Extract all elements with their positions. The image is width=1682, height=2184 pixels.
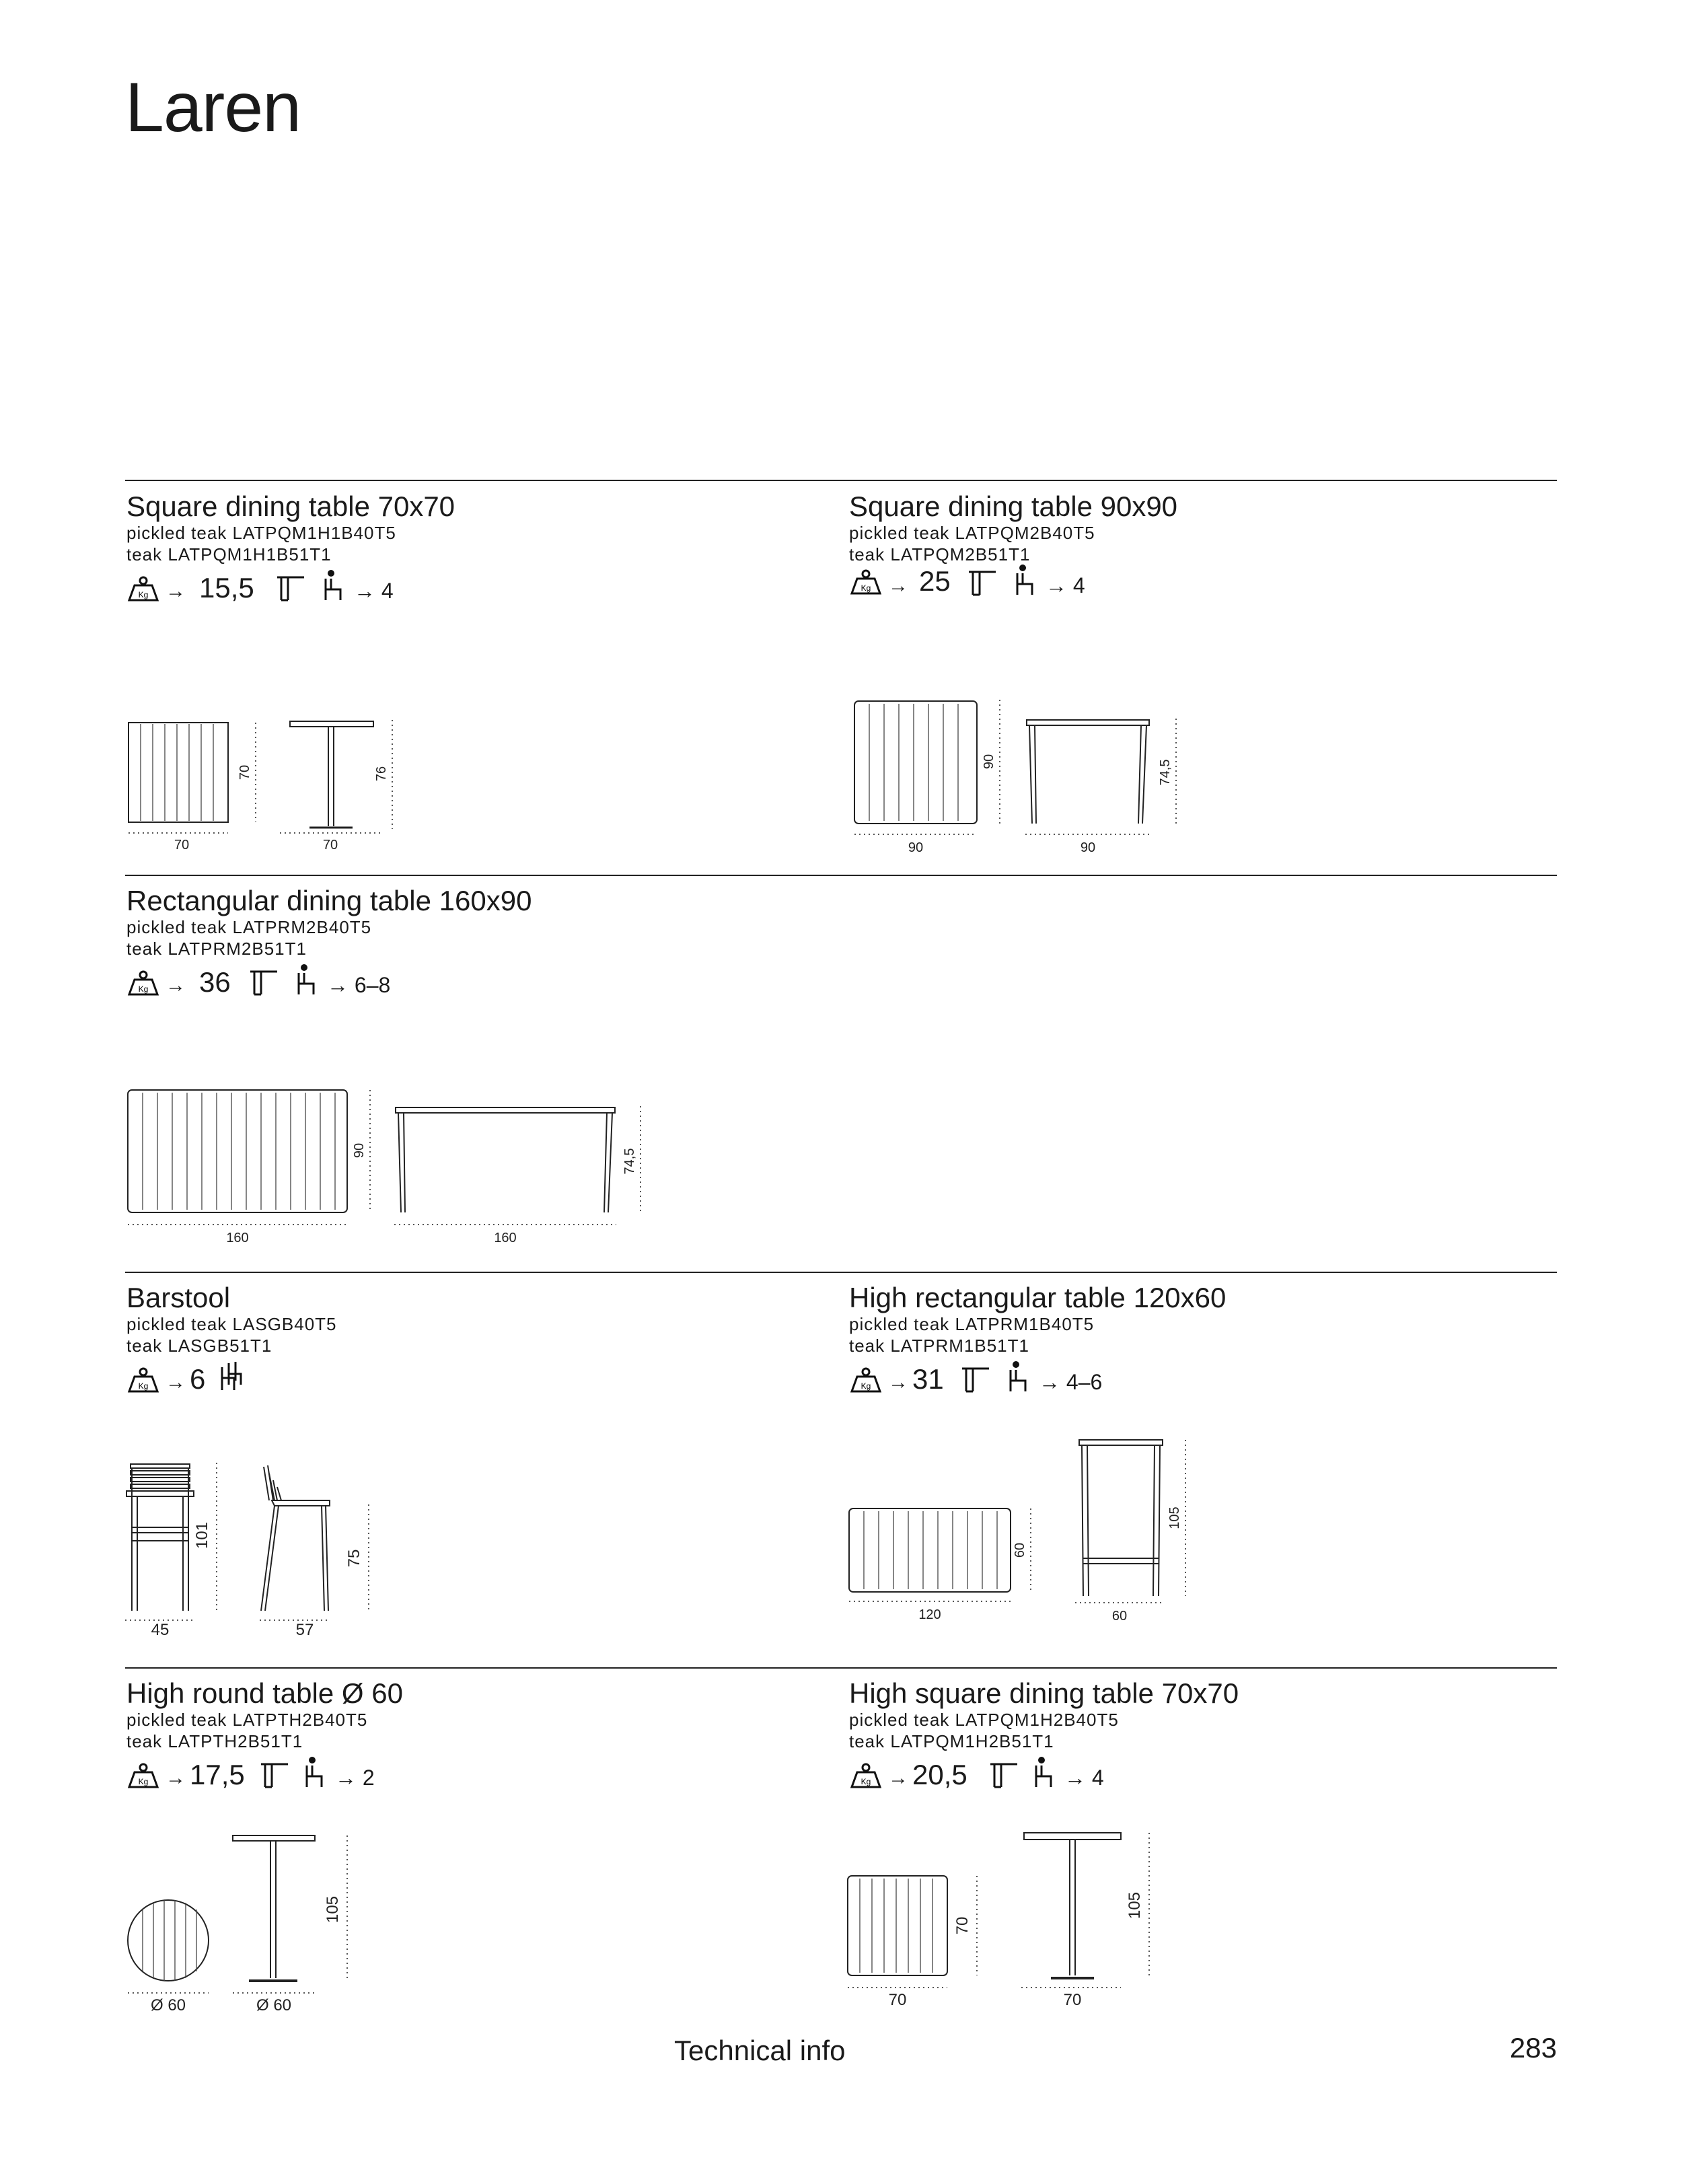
product-title: Rectangular dining table 160x90	[126, 885, 532, 916]
weight-value: 15,5	[199, 572, 254, 604]
product-code: pickled teak LASGB40T5	[126, 1314, 337, 1334]
kg-weight-icon	[849, 569, 883, 596]
page-number: 283	[1509, 2032, 1557, 2064]
table-icon	[989, 1761, 1019, 1788]
spec-row	[849, 565, 1522, 610]
weight-value: 36	[199, 966, 231, 998]
product-title: Square dining table 90x90	[849, 490, 1178, 522]
technical-drawing	[125, 713, 408, 861]
product-title: High square dining table 70x70	[849, 1677, 1239, 1709]
seats-value: → 4	[354, 579, 394, 603]
table-icon	[967, 569, 997, 596]
svg-text:Kg: Kg	[138, 590, 149, 599]
weight-value: 17,5	[190, 1759, 245, 1790]
svg-text:57: 57	[295, 1621, 314, 1639]
table-icon	[249, 969, 279, 996]
svg-text:60: 60	[1111, 1609, 1128, 1624]
product-code: teak LATPQM1H2B51T1	[849, 1731, 1054, 1751]
svg-text:105: 105	[324, 1895, 342, 1924]
svg-text:Kg: Kg	[138, 1777, 149, 1786]
seats-value: → 4	[1046, 573, 1085, 597]
chair-person-icon	[1032, 1756, 1056, 1790]
spec-row	[126, 963, 799, 1004]
chair-person-icon	[322, 569, 346, 603]
product-card	[849, 1282, 1522, 1401]
svg-text:70: 70	[888, 1991, 907, 2009]
technical-drawing	[845, 1825, 1155, 2013]
arrow-icon: →	[166, 1767, 186, 1789]
section-divider	[125, 480, 1557, 481]
spec-row	[126, 1756, 799, 1796]
kg-weight-icon	[849, 1763, 883, 1790]
chair-person-icon	[1007, 1360, 1031, 1394]
technical-drawing	[125, 1083, 663, 1258]
product-card	[126, 491, 799, 610]
kg-weight-icon	[849, 1367, 883, 1394]
arrow-icon: →	[888, 575, 908, 597]
product-title: High rectangular table 120x60	[849, 1282, 1227, 1313]
weight-value: 31	[912, 1363, 944, 1395]
arrow-icon: →	[166, 974, 186, 996]
svg-text:Kg: Kg	[861, 583, 871, 593]
product-title: High round table Ø 60	[126, 1677, 403, 1709]
weight-value: 25	[919, 565, 951, 597]
table-icon	[260, 1761, 289, 1788]
svg-text:90: 90	[1080, 840, 1096, 855]
kg-weight-icon	[126, 1763, 160, 1790]
arrow-icon: →	[888, 1767, 908, 1789]
chair-person-icon	[303, 1756, 327, 1790]
product-card	[126, 1282, 799, 1401]
section-divider	[125, 1667, 1557, 1669]
svg-text:Kg: Kg	[138, 1381, 149, 1391]
spec-row	[849, 1360, 1522, 1401]
svg-text:90: 90	[908, 840, 924, 855]
svg-text:Kg: Kg	[861, 1381, 871, 1391]
svg-text:Kg: Kg	[861, 1777, 871, 1786]
product-card	[126, 1678, 799, 1796]
product-code: pickled teak LATPRM2B40T5	[126, 917, 372, 937]
page-title: Laren	[125, 69, 301, 147]
svg-text:74,5: 74,5	[1158, 759, 1173, 786]
product-code: pickled teak LATPQM2B40T5	[849, 523, 1095, 543]
kg-weight-icon	[126, 970, 160, 997]
product-code: pickled teak LATPTH2B40T5	[126, 1710, 368, 1730]
product-card	[849, 491, 1522, 610]
seats-value: → 2	[335, 1766, 375, 1790]
svg-text:105: 105	[1126, 1891, 1144, 1920]
product-title: Barstool	[126, 1282, 231, 1313]
product-code: teak LATPRM1B51T1	[849, 1336, 1029, 1356]
spec-row	[126, 569, 799, 610]
svg-text:120: 120	[918, 1607, 941, 1622]
section-divider	[125, 875, 1557, 876]
chair-person-icon	[295, 963, 319, 997]
product-code: pickled teak LATPRM1B40T5	[849, 1314, 1095, 1334]
technical-drawing	[846, 1440, 1223, 1642]
svg-text:45: 45	[151, 1621, 170, 1639]
product-code: pickled teak LATPQM1H1B40T5	[126, 523, 396, 543]
product-card	[126, 885, 799, 1004]
svg-text:70: 70	[174, 838, 190, 852]
weight-value: 6	[190, 1363, 206, 1395]
kg-weight-icon	[126, 1367, 160, 1394]
technical-drawing	[125, 1830, 367, 2018]
product-code: teak LATPQM2B51T1	[849, 544, 1031, 565]
table-icon	[961, 1366, 990, 1393]
product-code: teak LASGB51T1	[126, 1336, 272, 1356]
svg-text:75: 75	[345, 1549, 363, 1568]
product-code: teak LATPQM1H1B51T1	[126, 544, 332, 565]
svg-text:70: 70	[237, 764, 252, 780]
svg-text:105: 105	[1167, 1506, 1182, 1529]
spec-row	[849, 1756, 1522, 1796]
svg-text:160: 160	[226, 1231, 249, 1245]
section-divider	[125, 1272, 1557, 1273]
svg-text:90: 90	[982, 754, 996, 770]
svg-text:70: 70	[322, 838, 338, 852]
svg-text:60: 60	[1013, 1542, 1027, 1558]
arrow-icon: →	[166, 1371, 186, 1393]
svg-text:160: 160	[494, 1231, 517, 1245]
product-card	[849, 1678, 1522, 1796]
seats-value: → 4	[1064, 1766, 1104, 1790]
stackable-icon	[219, 1362, 252, 1393]
product-code: pickled teak LATPQM1H2B40T5	[849, 1710, 1119, 1730]
technical-drawing	[125, 1453, 408, 1639]
footer-section-label: Technical info	[674, 2035, 846, 2066]
svg-text:76: 76	[374, 766, 389, 782]
table-icon	[276, 575, 305, 602]
spec-row	[126, 1360, 799, 1401]
arrow-icon: →	[166, 580, 186, 602]
seats-value: → 6–8	[327, 973, 391, 997]
product-code: teak LATPTH2B51T1	[126, 1731, 303, 1751]
product-title: Square dining table 70x70	[126, 490, 455, 522]
technical-drawing	[850, 696, 1200, 857]
svg-text:74,5: 74,5	[622, 1148, 637, 1175]
arrow-icon: →	[888, 1371, 908, 1393]
svg-text:Kg: Kg	[138, 984, 149, 994]
svg-text:90: 90	[352, 1142, 367, 1159]
product-code: teak LATPRM2B51T1	[126, 939, 307, 959]
seats-value: → 4–6	[1039, 1370, 1103, 1394]
chair-person-icon	[1013, 564, 1037, 597]
kg-weight-icon	[126, 576, 160, 603]
svg-text:70: 70	[953, 1916, 972, 1935]
svg-text:Ø 60: Ø 60	[150, 1996, 186, 2014]
svg-text:101: 101	[193, 1521, 211, 1550]
weight-value: 20,5	[912, 1759, 967, 1790]
svg-text:Ø 60: Ø 60	[256, 1996, 292, 2014]
svg-text:70: 70	[1063, 1991, 1082, 2009]
